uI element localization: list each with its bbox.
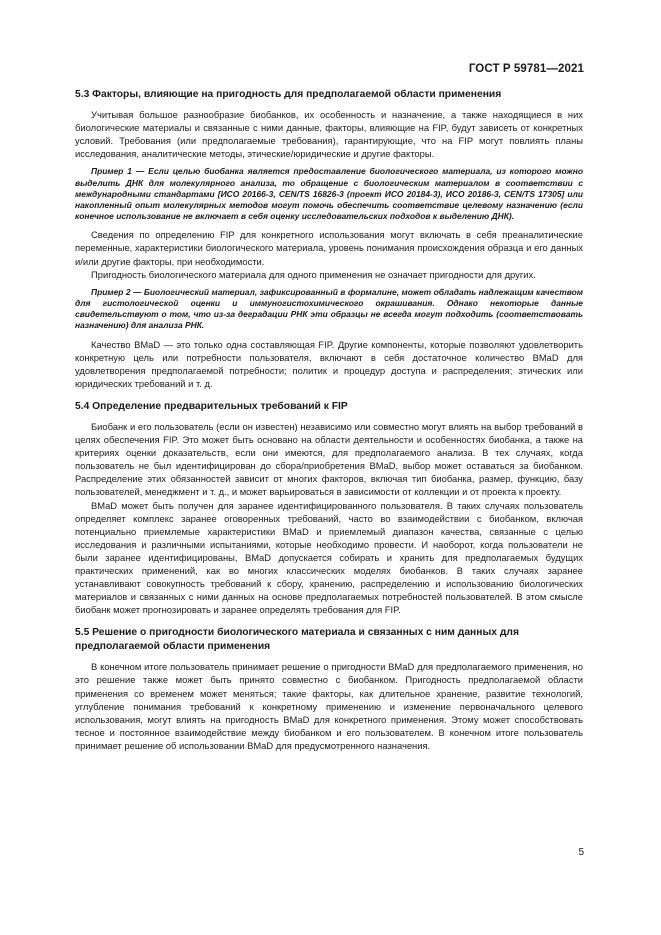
section-5-3-paragraph-2: Сведения по определению FIP для конкретного использования могут включать в себя преаналитические переменные, характеристики биологического материала, уровень понимания происхождения образца и его данных и/или другие факторы, при необходимости. xyxy=(75,229,583,267)
section-5-4-paragraph-1: Биобанк и его пользователь (если он известен) независимо или совместно могут влиять на выбор требований в целях обеспечения FIP. Это может быть основано на области деятельности и особенностях биобанка, а также на критериях оценки доказательств, если они имеются, для предполагаемого анализа. В тех случаях, когда пользователь не был идентифицирован до сбора/приобретения BMaD, выбор может оставаться за биобанком. Распределение этих обязанностей зависит от многих факторов, включая тип биобанка, размер, функцию, базу пользователей, менеджмент и т. д., и может варьироваться в зависимости от коллекции и от проекта к проекту. xyxy=(75,420,583,498)
document-body xyxy=(75,88,583,752)
section-5-3-paragraph-3: Пригодность биологического материала для одного применения не означает пригодности для других. xyxy=(91,268,536,280)
section-5-5-paragraph-1: В конечном итоге пользователь принимает решение о пригодности BMaD для предполагаемого применения, но это решение также может быть принято совместно с биобанком. Пригодность предполагаемой области применения со временем может меняться; такие факторы, как длительное хранение, развитие технологий, углубление понимания требований к конкретному применению и изменение первоначального целевого использования, могут влиять на пригодность BMaD для конкретного применения. Этому может способствовать тесное и постоянное взаимодействие между биобанком и его пользователем. В конечном итоге пользователь принимает решение об использовании BMaD для предусмотренного назначения. xyxy=(75,661,583,751)
section-5-5-heading: 5.5 Решение о пригодности биологического материала и связанных с ним данных для предполагаемой области применения xyxy=(75,627,519,653)
page-number: 5 xyxy=(578,847,584,858)
section-5-3-example-2: Пример 2 — Биологический материал, зафиксированный в формалине, может обладать надлежащим качеством для гистологической оценки и иммуногистохимического окрашивания. Однако некоторые данные свидетельствуют о том, что из-за деградации РНК эти образцы не всегда могут подходить (соответствовать назначению) для анализа РНК. xyxy=(75,286,583,331)
section-5-3-heading: 5.3 Факторы, влияющие на пригодность для предполагаемой области применения xyxy=(75,89,502,100)
section-5-3-paragraph-4: Качество BMaD — это только одна составляющая FIP. Другие компоненты, которые позволяют удовлетворить конкретную цель или потребности пользователя, включают в себя достаточное количество BMaD для удовлетворения предполагаемой потребности; политик и процедур доступа и распределения; этических или юридических требований и т. д. xyxy=(75,338,583,389)
section-5-3-example-1: Пример 1 — Если целью биобанка является предоставление биологического материала, из которого можно выделить ДНК для молекулярного анализа, то обращение с биологическим материалом в соответствии с международными стандартами [ИСО 20166-3, CEN/TS 16826-3 (проект ИСО 20184-3), ИСО 20186-3, CEN/TS 17305] или накопленный опыт молекулярных методов могут помочь обеспечить соответствие целевому назначению (если конечное использование не включает в себя оценку исследовательских подходов к выделению ДНК). xyxy=(75,166,583,222)
section-5-4-paragraph-2: BMaD может быть получен для заранее идентифицированного пользователя. В таких случаях пользователь определяет комплекс заранее оговоренных требований, часто во взаимодействии с биобанком, включая потенциально приемлемые характеристики BMaD и приемлемый диапазон качества, связанные с целью исследования и различными испытаниями, которые необходимо провести. И наоборот, когда пользователи не были заранее идентифицированы, BMaD допускается собирать и хранить для предполагаемых будущих практических применений, как во многих классических моделях биобанков. В таких случаях заранее устанавливают совокупность требований к сбору, хранению, распределению и использованию биологических материалов и связанных с ними данных на основе предполагаемых потребностей пользователей. В этом смысле биобанк может прогнозировать и заранее определять требования для FIP. xyxy=(75,499,583,616)
standard-code-header: ГОСТ Р 59781—2021 xyxy=(468,63,584,75)
section-5-4-heading: 5.4 Определение предварительных требований к FIP xyxy=(75,400,348,412)
section-5-3-paragraph-1: Учитывая большое разнообразие биобанков, их особенность и назначение, а также находящиеся в них биологические материалы и связанные с ними данные, факторы, влияющие на FIP, будут зависеть от конкретных условий. Требования (или предполагаемые требования), гарантирующие, что на FIP могут повлиять планы исследования, аналитические методы, этические/юридические и другие факторы. xyxy=(75,109,583,160)
